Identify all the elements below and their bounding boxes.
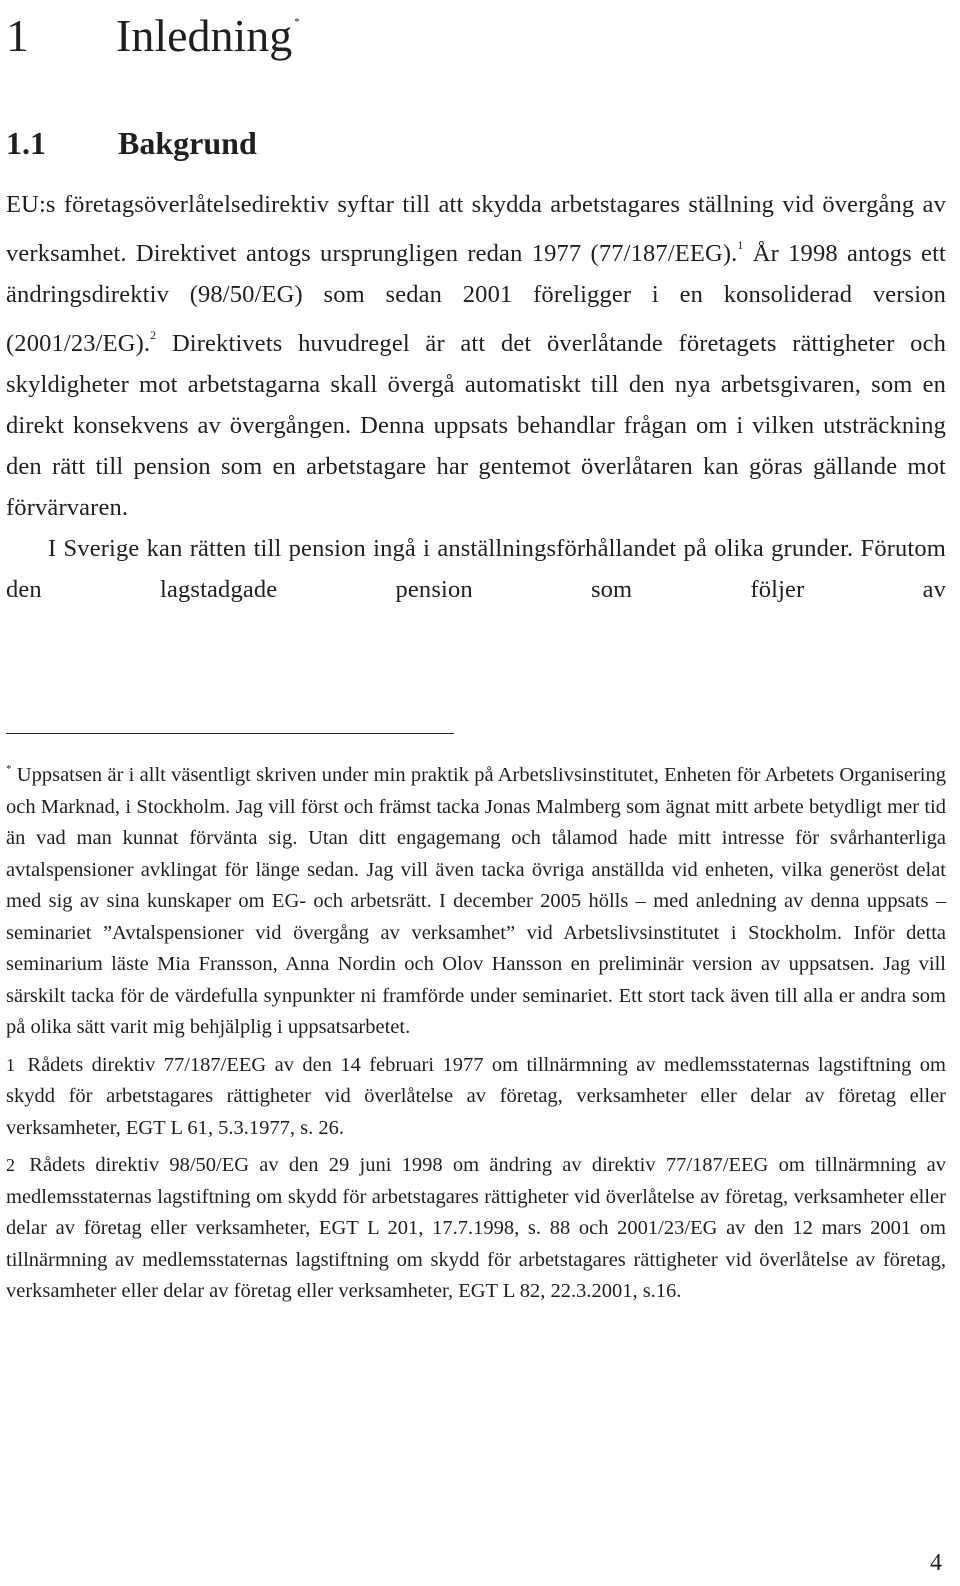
footnote-2-marker: 2 xyxy=(6,1155,15,1175)
footnote-ref-2: 2 xyxy=(150,328,157,342)
body-text-segment: EU:s företagsöverlåtelsedirektiv syftar till att skydda arbetstagares ställning vid övergång av verksamhet. Direktivet antogs ursprungligen redan 1977 (77/187/EEG). xyxy=(6,191,946,267)
footnote-star-marker: * xyxy=(6,763,12,775)
chapter-title: Inledning xyxy=(116,10,293,61)
chapter-number: 1 xyxy=(6,10,29,61)
footnote-1 xyxy=(6,1050,946,1145)
section-number: 1.1 xyxy=(6,125,46,161)
page-number: 4 xyxy=(930,1550,942,1576)
footnote-2-text: Rådets direktiv 98/50/EG av den 29 juni 1998 om ändring av direktiv 77/187/EEG om tillnärmning av medlemsstaternas lagstiftning om skydd för arbetstagares rättigheter vid överlåtelse av företag, verksamheter eller delar av företag eller verksamheter, EGT L 201, 17.7.1998, s. 88 och 2001/23/EG av den 12 mars 2001 om tillnärmning av medlemsstaternas lagstiftning om skydd för arbetstagares rättigheter vid överlåtelse av företag, verksamheter eller delar av företag eller verksamheter, EGT L 82, 22.3.2001, s.16. xyxy=(6,1154,946,1302)
footnote-1-text: Rådets direktiv 77/187/EEG av den 14 februari 1977 om tillnärmning av medlemsstaternas lagstiftning om skydd för arbetstagares rättigheter vid överlåtelse av företag, verksamheter eller delar av företag eller verksamheter, EGT L 61, 5.3.1977, s. 26. xyxy=(6,1053,946,1139)
footnote-star xyxy=(6,754,946,1044)
footnote-separator xyxy=(6,733,454,734)
section-heading xyxy=(6,120,257,166)
footnote-ref-1: 1 xyxy=(737,238,744,252)
footnotes xyxy=(6,754,946,1308)
footnote-star-text: Uppsatsen är i allt väsentligt skriven under min praktik på Arbetslivsinstitutet, Enheten för Arbetets Organisering och Marknad, i Stockholm. Jag vill först och främst tacka Jonas Malmberg som ägnat mitt arbete betydligt mer tid än vad man kunnat förvänta sig. Utan ditt engagemang och tålamod hade mitt intresse för svårhanterliga avtalspensioner avklingat för länge sedan. Jag vill även tacka övriga anställda vid enheten, vilka generöst delat med sig av sina kunskaper om EG- och arbetsrätt. I december 2005 hölls – med anledning av denna uppsats – seminariet ”Avtalspensioner vid övergång av verksamhet” vid Arbetslivsinstitutet i Stockholm. Inför detta seminarium läste Mia Fransson, Anna Nordin och Olov Hansson en preliminär version av uppsatsen. Jag vill särskilt tacka för de värdefulla synpunkter ni framförde under seminariet. Ett stort tack även till alla er andra som på olika sätt varit mig behjälplig i uppsatsarbetet. xyxy=(6,764,946,1038)
footnote-1-marker: 1 xyxy=(6,1054,15,1075)
footnote-2 xyxy=(6,1150,946,1308)
body-text-segment: År 1998 antogs ett ändringsdirektiv (98/50/EG) som sedan 2001 föreligger i en konsoliderad version (2001/23/EG). xyxy=(6,240,946,357)
body-text-segment: Direktivets huvudregel är att det överlåtande företagets rättigheter och skyldigheter mot arbetstagarna skall övergå automatiskt till den nya arbetsgivaren, som en direkt konsekvens av övergången. Denna uppsats behandlar frågan om i vilken utsträckning den rätt till pension som en arbetstagare har gentemot överlåtaren kan göras gällande mot förvärvaren. xyxy=(6,330,946,521)
chapter-footnote-marker: * xyxy=(294,16,300,28)
chapter-heading xyxy=(6,0,300,64)
body-paragraph-1 xyxy=(6,184,946,528)
section-title: Bakgrund xyxy=(118,125,257,161)
body-text xyxy=(6,184,946,610)
body-paragraph-2: I Sverige kan rätten till pension ingå i anställningsförhållandet på olika grunder. Förutom den lagstadgade pension som följer av xyxy=(6,535,946,603)
